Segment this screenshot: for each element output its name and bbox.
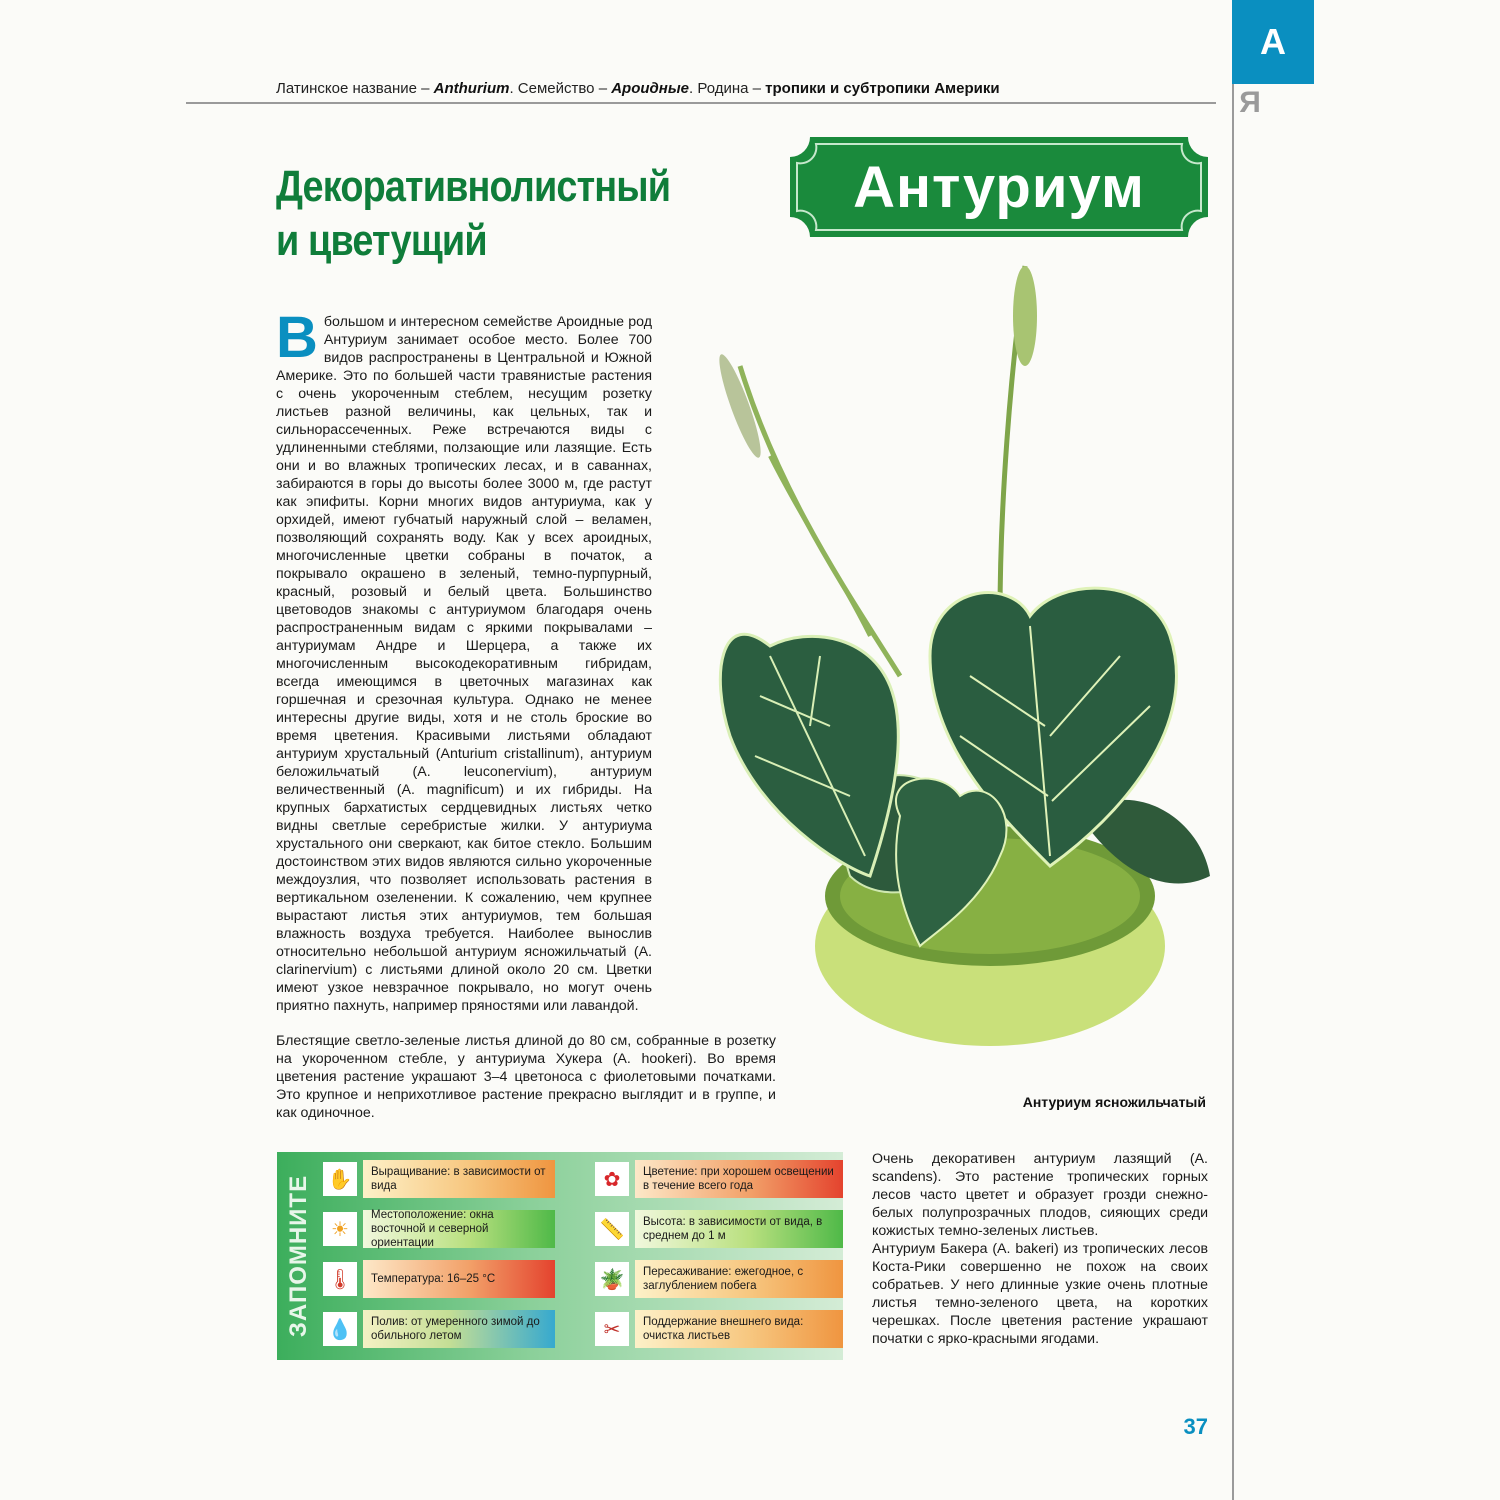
- subtitle-line-1: Декоративнолистный: [276, 162, 671, 211]
- care-item-cultivation: [323, 1160, 555, 1198]
- running-header: [276, 80, 1000, 97]
- care-text-watering: Полив: от умеренного зимой до обильного летом: [363, 1310, 555, 1348]
- subtitle-line-2: и цветущий: [276, 216, 487, 265]
- homeland: тропики и субтропики Америки: [765, 80, 1000, 97]
- sidebar-text: [872, 1150, 1208, 1348]
- thumb-index-line: [1232, 0, 1234, 1500]
- latin-prefix: Латинское название –: [276, 80, 434, 97]
- care-item-location: [323, 1210, 555, 1248]
- care-item-flowering: [595, 1160, 843, 1198]
- article-body: [276, 305, 652, 1015]
- thumb-index-letter-a[interactable]: А: [1232, 0, 1314, 84]
- care-text-repotting: Пересаживание: ежегодное, с заглублением побега: [635, 1260, 843, 1298]
- family-prefix: . Семейство –: [509, 80, 612, 97]
- family-name: Ароидные: [611, 80, 690, 97]
- watering-can-icon: 💧: [323, 1312, 357, 1346]
- thumb-index-letter-ya[interactable]: Я: [1239, 86, 1261, 119]
- sun-icon: ☀: [323, 1212, 357, 1246]
- anthurium-photo: [700, 256, 1220, 1096]
- article-body-text: большом и интересном семействе Ароидные род Антуриум занимает особое место. Более 700 видов распространены в Центральной и Южной Америке. Это по большей части травянистые растения с очень укороченным стеблем, несущим розетку листьев разной величины, как цельных, так и сильнорассеченных. Реже встречаются виды с удлиненными стеблями, ползающие или лазящие. Есть они и во влажных тропических лесах, и в саваннах, забираются в горы до высоты более 3000 м, где растут как эпифиты. Корни многих видов антуриума, как у орхидей, имеют губчатый наружный слой – веламен, позволяющий сохранять воду. Как у всех ароидных, многочисленные цветки собраны в початок, а покрывало окрашено в зеленый, темно-пурпурный, красный, розовый и белый цвета. Большинство цветоводов знакомы с антуриумом благодаря очень распространенным видам с яркими покрывалами – антуриумам Андре и Шерцера, а также их многочисленным высокодекоративным гибридам, всегда имеющимся в цветочных магазинах как горшечная и срезочная культура. Однако не менее интересны другие виды, хотя и не столь броские во время цветения. Красивыми листьями обладают антуриум хрустальный (Anturium cristallinum), антуриум беложильчатый (A. leuconervium), антуриум величественный (A. magnificum) и их гибриды. На крупных бархатистых сердцевидных листьях четко видны светлые серебристые жилки. У антуриума хрустального они сверкают, как битое стекло. Большим достоинством этих видов являются сильно укороченные междоузлия, что позволяет использовать растения в вертикальном озеленении. К сожалению, чем крупнее вырастают листья этих антуриумов, тем большая влажность воздуха требуется. Наиболее вынослив относительно небольшой антуриум ясножильчатый (A. clarinervium) с листьями длиной около 20 см. Цветки имеют узкое невзрачное покрывало, но могут очень приятно пахнуть, например пряностями или лавандой.: [276, 314, 652, 1014]
- sidebar-paragraph-2: Антуриум Бакера (A. bakeri) из тропических лесов Коста-Рики совершенно не похож на своих собратьев. У него длинные узкие очень плотные листья темно-зеленого цвета, на коротких черешках. После цветения растение украшают початки с ярко-красными ягодами.: [872, 1241, 1208, 1347]
- sidebar-paragraph-1: Очень декоративен антуриум лазящий (A. scandens). Это растение тропических горных лесов часто цветет и образует грозди снежно-белых полупрозрачных плодов, сияющих среди кожистых темно-зеленых листьев.: [872, 1151, 1208, 1239]
- article-body-text-2: Блестящие светло-зеленые листья длиной до 80 см, собранные в розетку на укороченном стебле, у антуриума Хукера (A. hookeri). Во время цветения растение украшают 3–4 цветоноса с фиолетовыми початками. Это крупное и неприхотливое растение прекрасно выглядит и в группе, и как одиночное.: [276, 1033, 776, 1121]
- pruner-icon: ✂: [595, 1312, 629, 1346]
- ruler-icon: 📏: [595, 1212, 629, 1246]
- pot-icon: 🪴: [595, 1262, 629, 1296]
- thermometer-icon: 🌡: [323, 1262, 357, 1296]
- remember-box: [277, 1152, 843, 1360]
- hand-icon: ✋: [323, 1162, 357, 1196]
- care-item-maintenance: [595, 1310, 843, 1348]
- image-caption: Антуриум ясножильчатый: [1022, 1094, 1206, 1110]
- care-text-cultivation: Выращивание: в зависимости от вида: [363, 1160, 555, 1198]
- care-item-watering: [323, 1310, 555, 1348]
- care-text-location: Местоположение: окна восточной и северной ориентации: [363, 1210, 555, 1248]
- flower-icon: ✿: [595, 1162, 629, 1196]
- care-text-temperature: Температура: 16–25 °С: [363, 1260, 555, 1298]
- page-number: 37: [1183, 1414, 1208, 1439]
- homeland-prefix: . Родина –: [689, 80, 766, 97]
- care-item-temperature: [323, 1260, 555, 1298]
- drop-cap: В: [276, 305, 318, 370]
- section-subtitle: [276, 160, 671, 268]
- care-text-flowering: Цветение: при хорошем освещении в течение всего года: [635, 1160, 843, 1198]
- care-item-height: [595, 1210, 843, 1248]
- header-rule: [186, 102, 1216, 104]
- care-text-height: Высота: в зависимости от вида, в среднем до 1 м: [635, 1210, 843, 1248]
- remember-label: ЗАПОМНИТЕ: [285, 1174, 312, 1338]
- care-text-maintenance: Поддержание внешнего вида: очистка листьев: [635, 1310, 843, 1348]
- care-item-repotting: [595, 1260, 843, 1298]
- page-title: Антуриум: [853, 154, 1145, 220]
- latin-name: Anthurium: [433, 80, 510, 97]
